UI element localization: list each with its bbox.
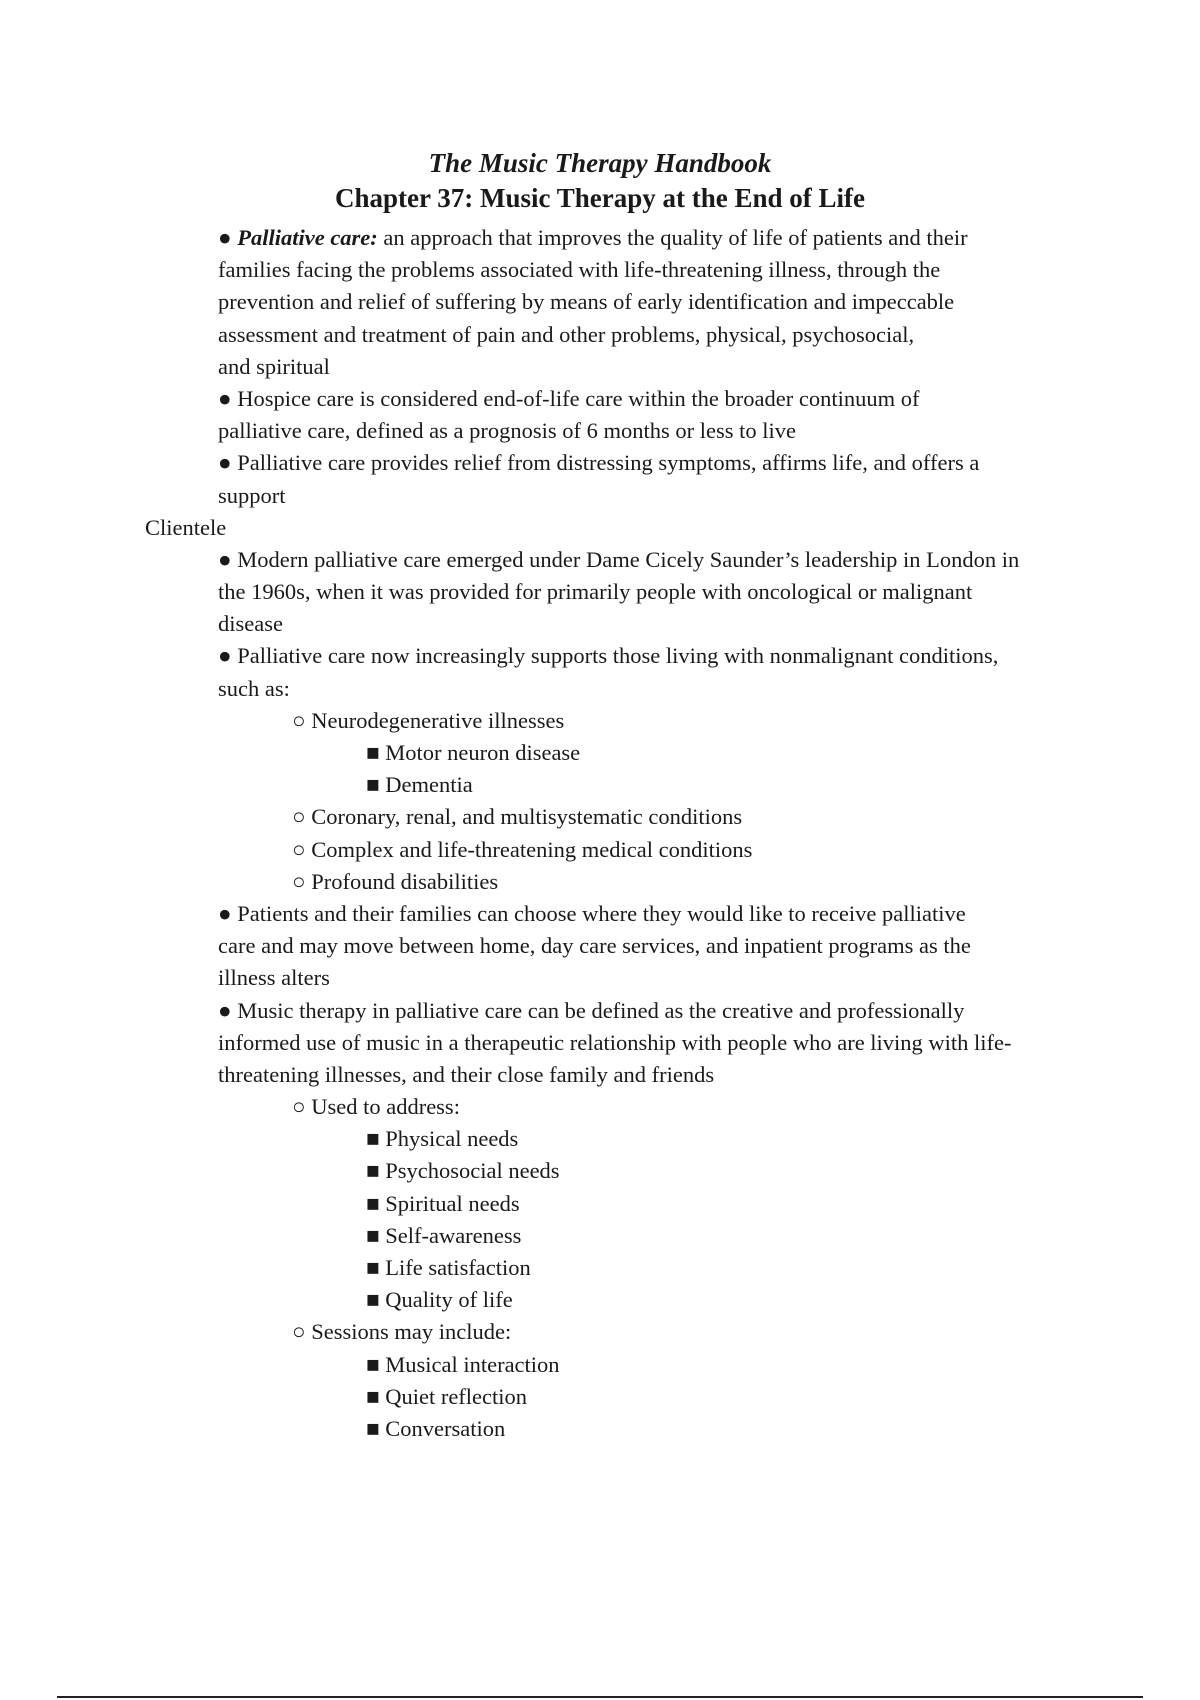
square-bullet-icon: ■ xyxy=(366,772,380,798)
circle-bullet-icon: ○ xyxy=(292,804,306,830)
circle-bullet-icon: ○ xyxy=(292,1094,306,1120)
list-item: ■ Conversation xyxy=(366,1415,506,1441)
text-line: families facing the problems associated with life-threatening illness, through the xyxy=(218,257,941,283)
book-title: The Music Therapy Handbook xyxy=(428,148,772,178)
bullet-icon: ● xyxy=(218,900,232,926)
text-line: and spiritual xyxy=(218,353,330,379)
square-bullet-icon: ■ xyxy=(366,1190,380,1216)
list-item: ■ Self-awareness xyxy=(366,1222,522,1248)
square-bullet-icon: ■ xyxy=(366,1158,380,1184)
chapter-title: Chapter 37: Music Therapy at the End of Life xyxy=(334,183,865,213)
document-body xyxy=(0,222,1200,1445)
list-item: ● Patients and their families can choose where they would like to receive palliative xyxy=(218,900,966,926)
list-item: ○ Neurodegenerative illnesses xyxy=(292,707,565,733)
square-bullet-icon: ■ xyxy=(366,1222,380,1248)
list-item: ● Modern palliative care emerged under Dame Cicely Saunder’s leadership in London in xyxy=(218,546,1020,572)
circle-bullet-icon: ○ xyxy=(292,707,306,733)
bullet-icon: ● xyxy=(218,450,232,476)
square-bullet-icon: ■ xyxy=(366,1287,380,1313)
text-line: care and may move between home, day care services, and inpatient programs as the xyxy=(218,933,971,959)
list-item: ● Palliative care: an approach that improves the quality of life of patients and their xyxy=(218,225,968,250)
bullet-icon: ● xyxy=(218,546,232,572)
list-item: ○ Coronary, renal, and multisystematic conditions xyxy=(292,804,743,830)
list-item: ■ Motor neuron disease xyxy=(366,740,581,765)
square-bullet-icon: ■ xyxy=(366,1383,380,1409)
list-item: ○ Used to address: xyxy=(292,1094,460,1120)
list-item: ● Palliative care provides relief from distressing symptoms, affirms life, and offers a xyxy=(218,450,980,476)
square-bullet-icon: ■ xyxy=(366,1415,380,1441)
list-item: ■ Quality of life xyxy=(366,1287,513,1313)
footer-divider xyxy=(57,1696,1143,1698)
text-line: palliative care, defined as a prognosis of 6 months or less to live xyxy=(218,418,796,444)
square-bullet-icon: ■ xyxy=(366,1351,380,1377)
list-item: ○ Profound disabilities xyxy=(292,868,499,894)
bullet-icon: ● xyxy=(218,385,232,411)
bullet-icon: ● xyxy=(218,225,232,250)
list-item: ● Hospice care is considered end-of-life care within the broader continuum of xyxy=(218,385,920,411)
bullet-icon: ● xyxy=(218,643,232,669)
list-item: ● Palliative care now increasingly supports those living with nonmalignant conditions, xyxy=(218,643,999,669)
list-item: ● Music therapy in palliative care can be defined as the creative and professionally xyxy=(218,997,965,1023)
list-item: ■ Psychosocial needs xyxy=(366,1158,560,1184)
circle-bullet-icon: ○ xyxy=(292,868,306,894)
list-item: ■ Quiet reflection xyxy=(366,1383,528,1409)
text-line: illness alters xyxy=(218,965,330,991)
text-line: such as: xyxy=(218,675,290,701)
term-palliative-care: Palliative care: xyxy=(237,225,378,250)
text-line: the 1960s, when it was provided for primarily people with oncological or malignant xyxy=(218,579,973,605)
list-item: ■ Musical interaction xyxy=(366,1351,560,1377)
list-item: ■ Spiritual needs xyxy=(366,1190,520,1216)
text-line: assessment and treatment of pain and other problems, physical, psychosocial, xyxy=(218,321,915,347)
list-item: ■ Physical needs xyxy=(366,1126,519,1152)
circle-bullet-icon: ○ xyxy=(292,836,306,862)
list-item: ○ Complex and life-threatening medical conditions xyxy=(292,836,753,862)
text-line: informed use of music in a therapeutic relationship with people who are living with life- xyxy=(218,1029,1012,1055)
list-item: ■ Life satisfaction xyxy=(366,1255,531,1280)
bullet-icon: ● xyxy=(218,997,232,1023)
square-bullet-icon: ■ xyxy=(366,1255,380,1280)
text-line: disease xyxy=(218,611,283,637)
text-line: prevention and relief of suffering by means of early identification and impeccable xyxy=(218,289,955,315)
text-line: threatening illnesses, and their close family and friends xyxy=(218,1061,715,1087)
square-bullet-icon: ■ xyxy=(366,1126,380,1152)
list-item: ○ Sessions may include: xyxy=(292,1319,512,1345)
list-item: ■ Dementia xyxy=(366,772,473,798)
text-line: support xyxy=(218,482,286,508)
circle-bullet-icon: ○ xyxy=(292,1319,306,1345)
section-heading-clientele: Clientele xyxy=(145,514,227,540)
square-bullet-icon: ■ xyxy=(366,740,380,765)
